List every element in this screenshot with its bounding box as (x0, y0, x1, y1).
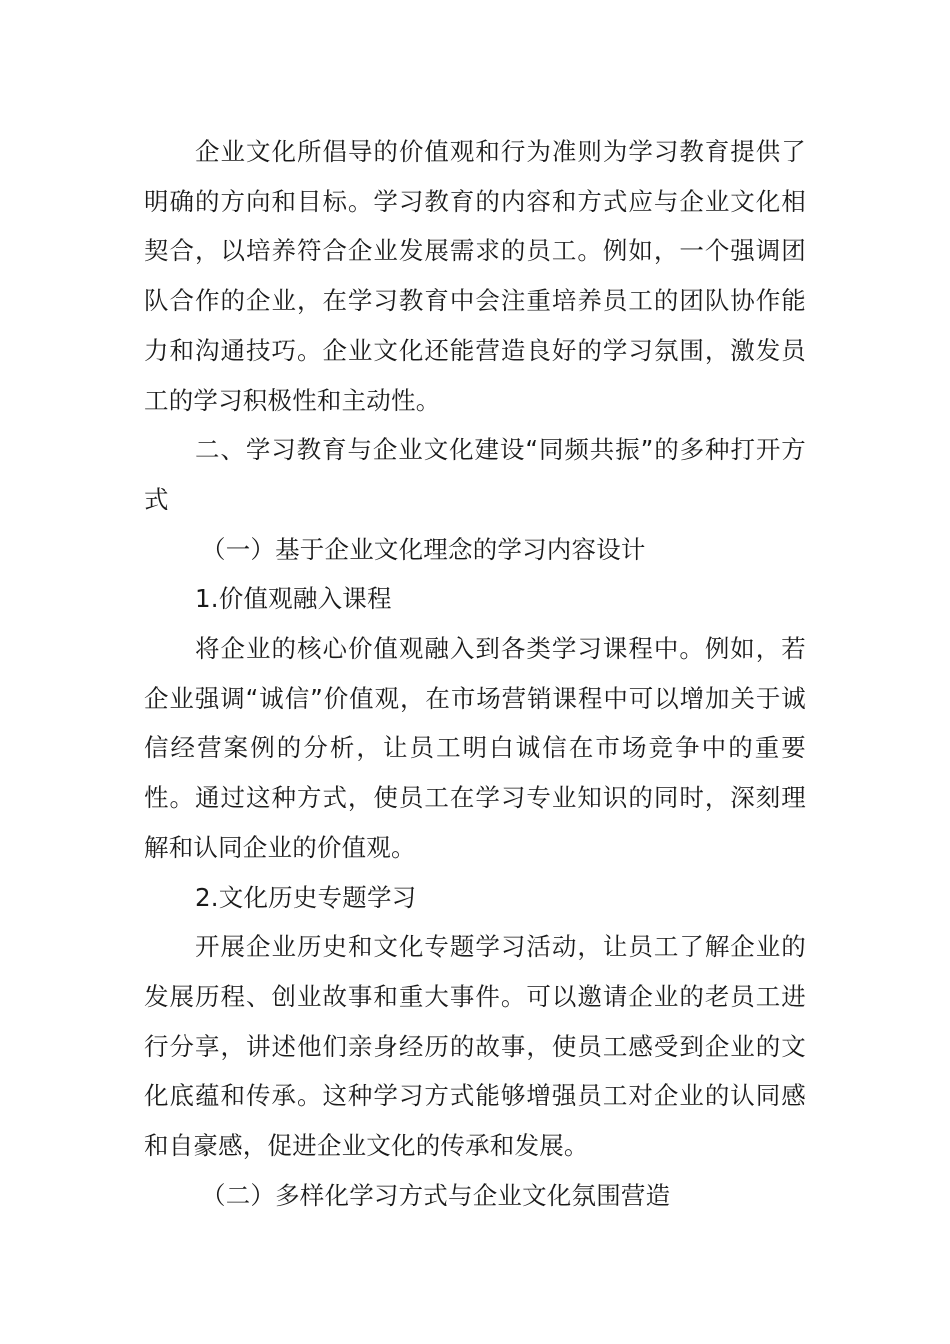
subsection-heading: （二）多样化学习方式与企业文化氛围营造 (201, 1180, 671, 1210)
section-heading: 二、学习教育与企业文化建设“同频共振”的多种打开方式 (144, 435, 806, 514)
body-paragraph: 开展企业历史和文化专题学习活动，让员工了解企业的发展历程、创业故事和重大事件。可以邀请企业的老员工进行分享，讲述他们亲身经历的故事，使员工感受到企业的文化底蕴和传承。这种学习方式能够增强员工对企业的认同感和自豪感，促进企业文化的传承和发展。 (144, 932, 806, 1161)
body-paragraph: 企业文化所倡导的价值观和行为准则为学习教育提供了明确的方向和目标。学习教育的内容和方式应与企业文化相契合，以培养符合企业发展需求的员工。例如，一个强调团队合作的企业，在学习教育中会注重培养员工的团队协作能力和沟通技巧。企业文化还能营造良好的学习氛围，激发员工的学习积极性和主动性。 (144, 137, 806, 415)
body-paragraph: 将企业的核心价值观融入到各类学习课程中。例如，若企业强调“诚信”价值观，在市场营销课程中可以增加关于诚信经营案例的分析，让员工明白诚信在市场竞争中的重要性。通过这种方式，使员工在学习专业知识的同时，深刻理解和认同企业的价值观。 (144, 634, 806, 862)
subsection-heading: （一）基于企业文化理念的学习内容设计 (201, 534, 646, 564)
document-body (144, 127, 806, 1220)
item-heading: 1.价值观融入课程 (195, 584, 392, 614)
item-heading: 2.文化历史专题学习 (195, 882, 417, 912)
